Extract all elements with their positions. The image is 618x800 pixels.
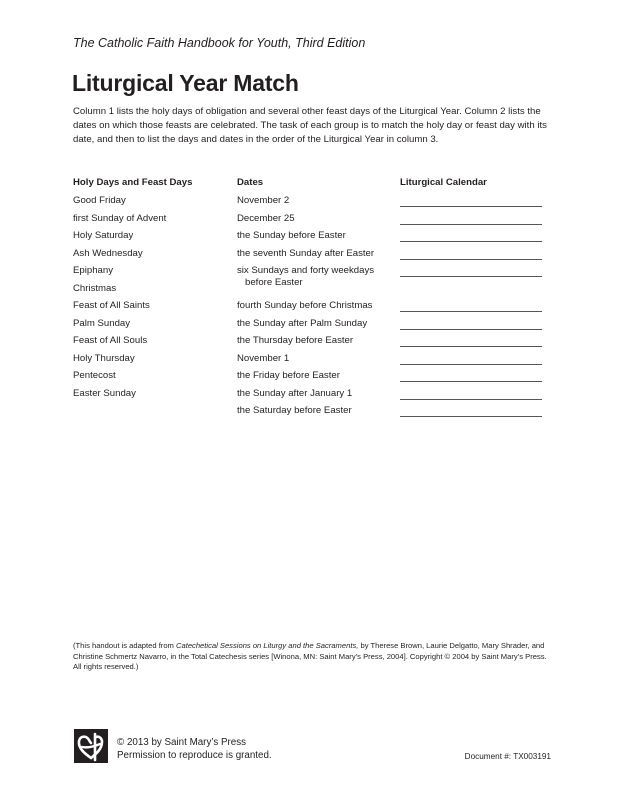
source-book-title: Catechetical Sessions on Liturgy and the Sacraments, bbox=[176, 641, 359, 650]
holy-day-item: Palm Sunday bbox=[73, 317, 131, 329]
saint-marys-press-logo-icon bbox=[74, 729, 108, 763]
holy-day-item: Feast of All Saints bbox=[73, 300, 150, 311]
holy-day-item: Easter Sunday bbox=[73, 387, 136, 399]
date-item: the Sunday before Easter bbox=[237, 230, 346, 241]
date-item: fourth Sunday before Christmas bbox=[237, 300, 373, 311]
date-item: December 25 bbox=[237, 212, 295, 224]
calendar-answer-line[interactable] bbox=[400, 195, 542, 213]
date-item: November 2 bbox=[237, 195, 290, 206]
handbook-subtitle: The Catholic Faith Handbook for Youth, Third Edition bbox=[73, 36, 366, 50]
source-note bbox=[73, 641, 553, 673]
source-note-prefix: (This handout is adapted from bbox=[73, 641, 176, 650]
date-item: the seventh Sunday after Easter bbox=[237, 247, 375, 259]
calendar-answer-line[interactable] bbox=[400, 370, 542, 388]
footer-permission: Permission to reproduce is granted. bbox=[117, 750, 272, 761]
calendar-answer-line[interactable] bbox=[400, 388, 542, 406]
calendar-answer-line[interactable] bbox=[400, 213, 542, 231]
dates-header: Dates bbox=[237, 177, 264, 188]
intro-paragraph: Column 1 lists the holy days of obligation and several other feast days of the Liturgical Year. Column 2 lists the dates on which those feasts are celebrated. The task of each group is to match the holy day or feast day with its date, and then to list the days and dates in the order of the Liturgical Year in column 3. bbox=[73, 106, 547, 145]
date-item: the Friday before Easter bbox=[237, 370, 340, 381]
date-item: the Sunday after January 1 bbox=[237, 387, 353, 399]
holy-day-item: Ash Wednesday bbox=[73, 247, 143, 259]
holy-day-item: Christmas bbox=[73, 282, 117, 294]
footer-copyright: © 2013 by Saint Mary’s Press bbox=[117, 737, 247, 748]
holy-day-item: Pentecost bbox=[73, 370, 116, 381]
date-item-line2: before Easter bbox=[245, 277, 303, 288]
page-title: Liturgical Year Match bbox=[72, 70, 299, 96]
calendar-answer-line[interactable] bbox=[400, 230, 542, 248]
holy-day-item: Epiphany bbox=[73, 265, 114, 276]
date-item: the Sunday after Palm Sunday bbox=[237, 317, 368, 329]
holy-day-item: Good Friday bbox=[73, 195, 126, 206]
holy-day-item: Holy Saturday bbox=[73, 230, 134, 241]
calendar-answer-line[interactable] bbox=[400, 248, 542, 266]
date-item: the Thursday before Easter bbox=[237, 335, 354, 346]
liturgical-calendar-column bbox=[400, 177, 542, 423]
date-item-line1: six Sundays and forty weekdays bbox=[237, 265, 375, 276]
date-item bbox=[237, 265, 374, 300]
liturgical-calendar-header: Liturgical Calendar bbox=[400, 177, 487, 188]
date-item: November 1 bbox=[237, 352, 290, 364]
date-item: the Saturday before Easter bbox=[237, 405, 352, 416]
holy-day-item: Holy Thursday bbox=[73, 352, 135, 364]
calendar-answer-line[interactable] bbox=[400, 353, 542, 371]
calendar-answer-line[interactable] bbox=[400, 405, 542, 423]
holy-day-item: first Sunday of Advent bbox=[73, 212, 167, 224]
holy-days-header: Holy Days and Feast Days bbox=[73, 177, 193, 188]
dates-column bbox=[237, 177, 374, 423]
footer-copyright-block bbox=[117, 736, 272, 762]
calendar-answer-line[interactable] bbox=[400, 318, 542, 336]
holy-days-column bbox=[73, 177, 192, 405]
document-number: Document #: TX003191 bbox=[464, 752, 551, 761]
calendar-answer-line[interactable] bbox=[400, 335, 542, 353]
source-note-suffix: by Therese Brown, Laurie Delgatto, Mary Shrader, and Christine Schmertz Navarro, in the Total Catechesis series [Winona, MN: Saint Mary’s Press, 2004]. Copyright © 2004 by Saint Mary’s Press. All rights reserved.) bbox=[73, 641, 547, 671]
calendar-answer-line[interactable] bbox=[400, 265, 542, 300]
holy-day-item: Feast of All Souls bbox=[73, 335, 148, 346]
calendar-answer-line[interactable] bbox=[400, 300, 542, 318]
